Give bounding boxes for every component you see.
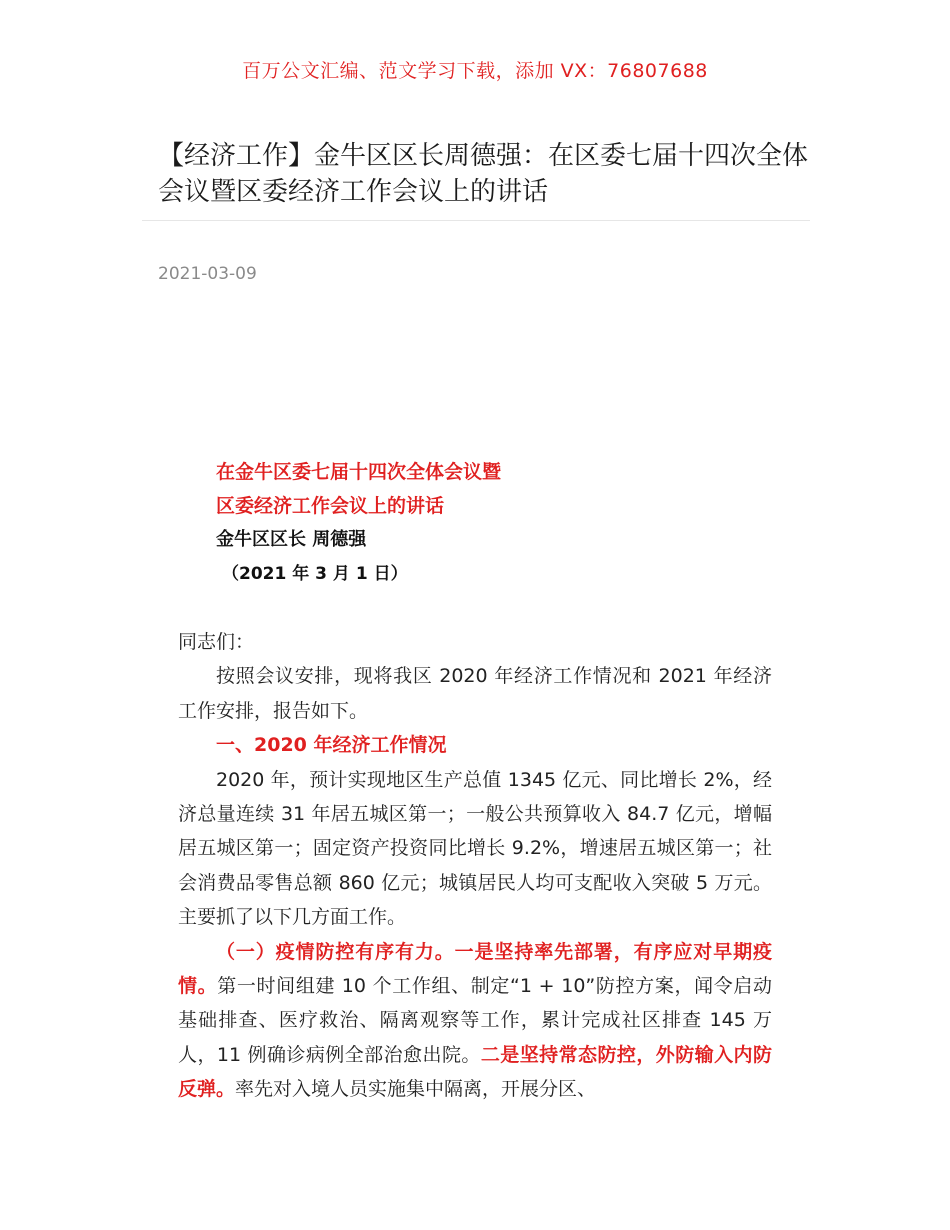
speech-date: （2021 年 3 月 1 日） [222,564,408,584]
article-date: 2021-03-09 [158,264,257,284]
point-1-lead: 一是坚持率先部署，有序应对早期疫情。 [178,940,772,998]
speech-heading-line-1: 在金牛区委七届十四次全体会议暨 [216,461,502,483]
point-1-text: 第一时间组建 10 个工作组、制定“1 + 10”防控方案，闻令启动基础排查、医疗救治、隔离观察等工作，累计完成社区排查 145 万人，11 例确诊病例全部治愈出院。 [178,975,772,1066]
point-2-text: 率先对入境人员实施集中隔离，开展分区、 [235,1078,597,1101]
title-divider [142,220,810,221]
section-1-paragraph: 2020 年，预计实现地区生产总值 1345 亿元、同比增长 2%，经济总量连续 31 年居五城区第一；一般公共预算收入 84.7 亿元，增幅居五城区第一；固定资产投资同比增长 9.2%，增速居五城区第一；社会消费品零售总额 860 亿元；城镇居民人均可支配收入突破 5 万元。主要抓了以下几方面工作。 [178,768,772,929]
salutation: 同志们： [178,631,255,653]
point-2-lead: 二是坚持常态防控，外防输入内防反弹。 [178,1043,772,1101]
speech-header [216,455,776,591]
promo-banner: 百万公文汇编、范文学习下载，添加 VX：76807688 [242,60,708,82]
article-title: 【经济工作】金牛区区长周德强：在区委七届十四次全体会议暨区委经济工作会议上的讲话 [158,141,809,207]
subsection-1-heading: （一）疫情防控有序有力。 [216,940,455,963]
speech-heading-line-2: 区委经济工作会议上的讲话 [216,495,445,517]
section-1-heading: 一、2020 年经济工作情况 [216,734,447,757]
intro-paragraph: 按照会议安排，现将我区 2020 年经济工作情况和 2021 年经济工作安排，报告如下。 [178,665,772,722]
subsection-1-paragraph [178,935,772,1107]
speech-body [178,625,772,1107]
speech-author: 金牛区区长 周德强 [216,529,367,550]
